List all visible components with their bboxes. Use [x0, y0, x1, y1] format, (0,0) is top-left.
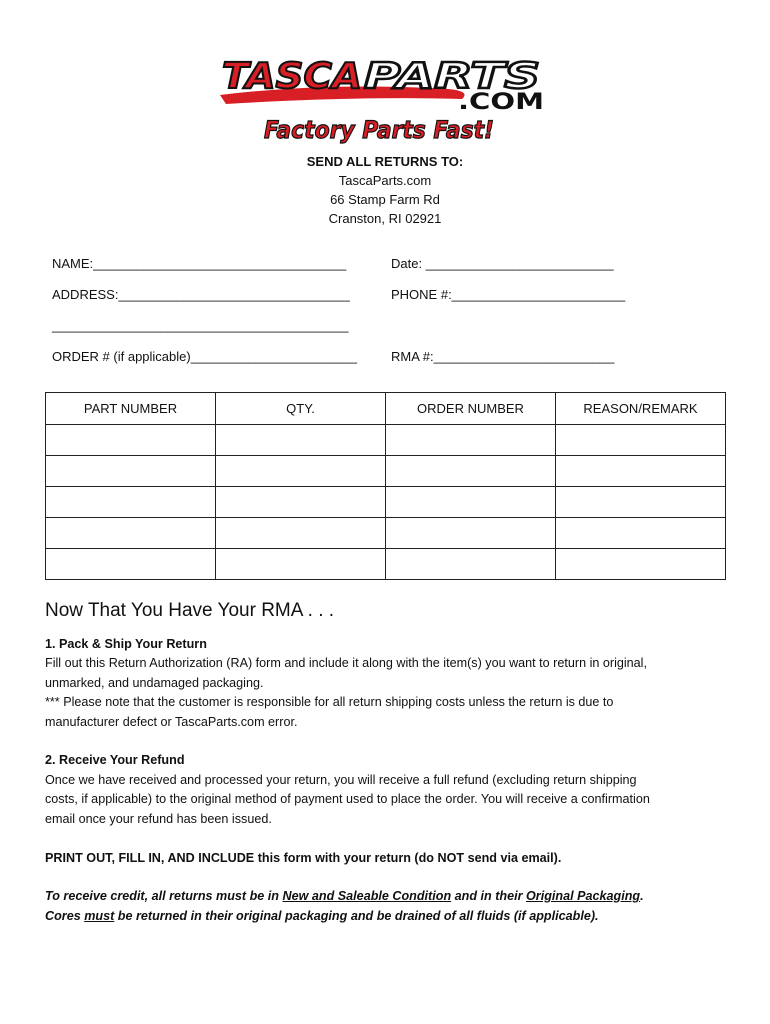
cell-part-number[interactable] [46, 456, 216, 487]
date-field[interactable]: Date: __________________________ [391, 256, 614, 271]
step1-title: 1. Pack & Ship Your Return [45, 637, 207, 651]
credit-packaging-emphasis: Original Packaging [526, 889, 641, 903]
cell-qty[interactable] [216, 549, 386, 580]
address-field[interactable]: ADDRESS:________________________________ [52, 287, 350, 302]
cell-reason[interactable] [556, 425, 726, 456]
cell-order-number[interactable] [386, 425, 556, 456]
cell-qty[interactable] [216, 425, 386, 456]
order-number-field[interactable]: ORDER # (if applicable)_______________________ [52, 349, 358, 364]
cell-part-number[interactable] [46, 518, 216, 549]
step1-text-line: Fill out this Return Authorization (RA) form and include it along with the item(s) you want to return in original, [45, 656, 647, 670]
credit-text: and in their [451, 889, 527, 903]
credit-text: . [640, 889, 644, 903]
name-field[interactable]: NAME:___________________________________ [52, 256, 347, 271]
cell-part-number[interactable] [46, 425, 216, 456]
logo-brand-tasca: TASCA [222, 56, 362, 97]
rma-section-heading: Now That You Have Your RMA . . . [45, 600, 335, 621]
cell-reason[interactable] [556, 518, 726, 549]
cores-note [45, 907, 599, 927]
column-reason-remark: REASON/REMARK [556, 393, 726, 425]
tascaparts-logo [216, 52, 552, 152]
cores-text: be returned in their original packaging and be drained of all fluids (if applicable). [114, 909, 599, 923]
credit-text: To receive credit, all returns must be in [45, 889, 283, 903]
address-city: Cranston, RI 02921 [328, 211, 442, 226]
cell-qty[interactable] [216, 456, 386, 487]
cell-part-number[interactable] [46, 549, 216, 580]
table-row [46, 487, 726, 518]
step2-title: 2. Receive Your Refund [45, 753, 185, 767]
cell-part-number[interactable] [46, 487, 216, 518]
table-row [46, 549, 726, 580]
cell-qty[interactable] [216, 487, 386, 518]
shipping-cost-note: *** Please note that the customer is responsible for all return shipping costs unless the return is due to [45, 695, 614, 709]
credit-condition-note [45, 887, 644, 907]
cell-order-number[interactable] [386, 518, 556, 549]
cell-reason[interactable] [556, 487, 726, 518]
logo-brand-parts: PARTS [364, 56, 540, 97]
rma-number-field[interactable]: RMA #:_________________________ [391, 349, 615, 364]
step2-text-line: costs, if applicable) to the original method of payment used to place the order. You will receive a confirmation [45, 792, 650, 806]
table-row [46, 518, 726, 549]
step2-text-line: Once we have received and processed your return, you will receive a full refund (excluding return shipping [45, 773, 637, 787]
cell-order-number[interactable] [386, 549, 556, 580]
table-header-row [46, 393, 726, 425]
address-street: 66 Stamp Farm Rd [330, 192, 440, 207]
table-row [46, 425, 726, 456]
table-row [46, 456, 726, 487]
cell-order-number[interactable] [386, 487, 556, 518]
parts-table [45, 392, 726, 580]
column-order-number: ORDER NUMBER [386, 393, 556, 425]
print-note: PRINT OUT, FILL IN, AND INCLUDE this form with your return (do NOT send via email). [45, 851, 562, 865]
logo-domain: .COM [458, 90, 544, 115]
cell-qty[interactable] [216, 518, 386, 549]
column-part-number: PART NUMBER [46, 393, 216, 425]
cell-reason[interactable] [556, 456, 726, 487]
cell-order-number[interactable] [386, 456, 556, 487]
address-company: TascaParts.com [338, 173, 432, 188]
send-returns-heading: SEND ALL RETURNS TO: [306, 154, 464, 169]
logo-tagline: Factory Parts Fast! [264, 116, 494, 144]
cores-text: Cores [45, 909, 85, 923]
shipping-cost-note-cont: manufacturer defect or TascaParts.com error. [45, 715, 298, 729]
phone-field[interactable]: PHONE #:________________________ [391, 287, 626, 302]
cell-reason[interactable] [556, 549, 726, 580]
step1-text-line: unmarked, and undamaged packaging. [45, 676, 264, 690]
column-qty: QTY. [216, 393, 386, 425]
credit-condition-emphasis: New and Saleable Condition [282, 889, 452, 903]
step2-text-line: email once your refund has been issued. [45, 812, 272, 826]
address-continued-field[interactable]: _________________________________________ [52, 318, 349, 333]
cores-must-emphasis: must [84, 909, 115, 923]
